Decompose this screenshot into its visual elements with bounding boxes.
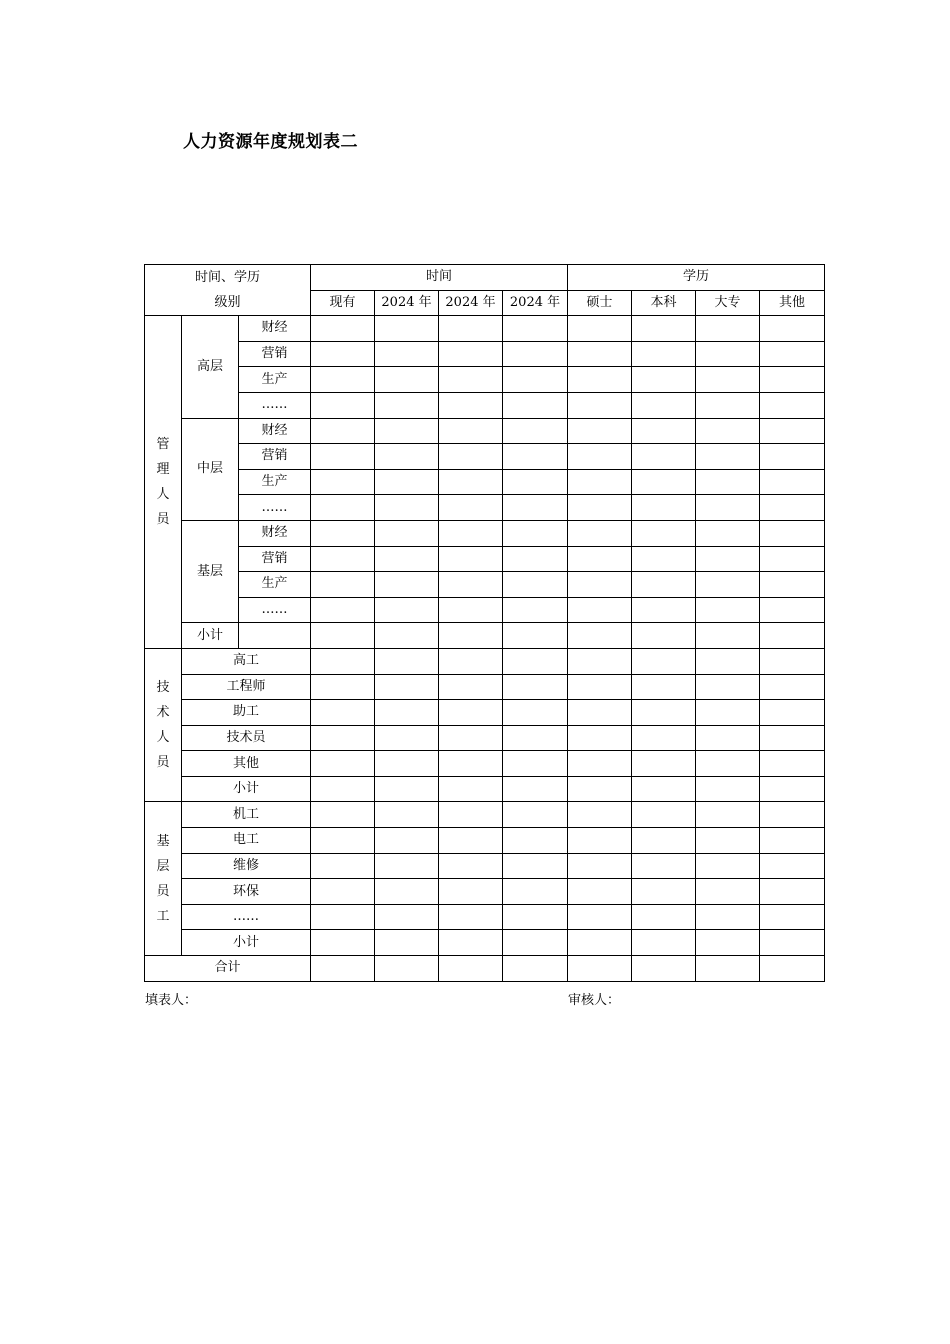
input-cell[interactable] xyxy=(632,956,696,982)
input-cell[interactable] xyxy=(439,572,503,598)
input-cell[interactable] xyxy=(696,879,760,905)
table-row xyxy=(145,495,825,521)
workers-section-label xyxy=(145,802,182,956)
input-cell[interactable] xyxy=(311,828,375,854)
input-cell[interactable] xyxy=(439,418,503,444)
input-cell[interactable] xyxy=(632,444,696,470)
input-cell[interactable] xyxy=(696,751,760,777)
input-cell[interactable] xyxy=(375,802,439,828)
table-row xyxy=(145,674,825,700)
input-cell[interactable] xyxy=(632,930,696,956)
input-cell[interactable] xyxy=(503,495,568,521)
input-cell[interactable] xyxy=(696,520,760,546)
input-cell[interactable] xyxy=(503,648,568,674)
input-cell[interactable] xyxy=(311,700,375,726)
workers-subtotal-label: 小计 xyxy=(182,930,311,956)
input-cell[interactable] xyxy=(568,597,632,623)
input-cell[interactable] xyxy=(568,853,632,879)
input-cell[interactable] xyxy=(696,700,760,726)
input-cell[interactable] xyxy=(375,341,439,367)
input-cell[interactable] xyxy=(696,597,760,623)
table-row xyxy=(145,341,825,367)
management-section-label xyxy=(145,316,182,649)
input-cell[interactable] xyxy=(760,751,825,777)
input-cell[interactable] xyxy=(375,418,439,444)
input-cell[interactable] xyxy=(439,700,503,726)
input-cell[interactable] xyxy=(696,828,760,854)
input-cell[interactable] xyxy=(375,469,439,495)
input-cell[interactable] xyxy=(503,700,568,726)
input-cell[interactable] xyxy=(696,725,760,751)
department-label: …… xyxy=(239,495,311,521)
department-label: 生产 xyxy=(239,367,311,393)
input-cell[interactable] xyxy=(760,520,825,546)
input-cell[interactable] xyxy=(568,444,632,470)
input-cell[interactable] xyxy=(311,495,375,521)
input-cell[interactable] xyxy=(375,367,439,393)
input-cell[interactable] xyxy=(439,520,503,546)
header-row-1 xyxy=(145,265,825,291)
table-row xyxy=(145,725,825,751)
input-cell[interactable] xyxy=(632,623,696,649)
input-cell[interactable] xyxy=(696,648,760,674)
input-cell[interactable] xyxy=(760,956,825,982)
job-label: 机工 xyxy=(182,802,311,828)
input-cell[interactable] xyxy=(568,623,632,649)
input-cell[interactable] xyxy=(760,700,825,726)
input-cell[interactable] xyxy=(696,904,760,930)
level-label: 中层 xyxy=(182,418,239,520)
input-cell[interactable] xyxy=(632,546,696,572)
input-cell[interactable] xyxy=(375,853,439,879)
job-label: …… xyxy=(182,904,311,930)
header-row-2 xyxy=(145,290,825,316)
input-cell[interactable] xyxy=(375,879,439,905)
technical-subtotal-label: 小计 xyxy=(182,776,311,802)
input-cell[interactable] xyxy=(632,418,696,444)
input-cell[interactable] xyxy=(760,392,825,418)
input-cell[interactable] xyxy=(696,956,760,982)
input-cell[interactable] xyxy=(696,444,760,470)
input-cell[interactable] xyxy=(760,674,825,700)
input-cell[interactable] xyxy=(632,904,696,930)
input-cell[interactable] xyxy=(311,444,375,470)
department-label: 财经 xyxy=(239,316,311,342)
job-label: 维修 xyxy=(182,853,311,879)
blank-cell xyxy=(239,623,311,649)
education-group-header: 学历 xyxy=(568,265,825,291)
input-cell[interactable] xyxy=(311,725,375,751)
time-column-header: 2024 年 xyxy=(439,290,503,316)
table-row xyxy=(145,751,825,777)
input-cell[interactable] xyxy=(311,392,375,418)
input-cell[interactable] xyxy=(311,930,375,956)
input-cell[interactable] xyxy=(503,930,568,956)
input-cell[interactable] xyxy=(439,597,503,623)
table-row xyxy=(145,469,825,495)
input-cell[interactable] xyxy=(503,520,568,546)
input-cell[interactable] xyxy=(632,495,696,521)
input-cell[interactable] xyxy=(760,444,825,470)
input-cell[interactable] xyxy=(632,341,696,367)
input-cell[interactable] xyxy=(568,469,632,495)
input-cell[interactable] xyxy=(760,776,825,802)
job-label: 电工 xyxy=(182,828,311,854)
input-cell[interactable] xyxy=(503,418,568,444)
table-row xyxy=(145,546,825,572)
subtotal-row xyxy=(145,776,825,802)
department-label: 财经 xyxy=(239,520,311,546)
input-cell[interactable] xyxy=(439,879,503,905)
table-row xyxy=(145,802,825,828)
input-cell[interactable] xyxy=(632,520,696,546)
table-row xyxy=(145,367,825,393)
input-cell[interactable] xyxy=(503,341,568,367)
title-label: 工程师 xyxy=(182,674,311,700)
input-cell[interactable] xyxy=(632,802,696,828)
level-label: 基层 xyxy=(182,520,239,622)
input-cell[interactable] xyxy=(696,572,760,598)
input-cell[interactable] xyxy=(696,316,760,342)
input-cell[interactable] xyxy=(760,367,825,393)
department-label: …… xyxy=(239,392,311,418)
input-cell[interactable] xyxy=(568,725,632,751)
input-cell[interactable] xyxy=(503,956,568,982)
filler-label: 填表人： xyxy=(145,993,198,1008)
input-cell[interactable] xyxy=(439,725,503,751)
page-title: 人力资源年度规划表二 xyxy=(183,132,358,152)
department-label: 营销 xyxy=(239,341,311,367)
input-cell[interactable] xyxy=(311,597,375,623)
input-cell[interactable] xyxy=(311,674,375,700)
input-cell[interactable] xyxy=(503,802,568,828)
input-cell[interactable] xyxy=(503,367,568,393)
subtotal-row xyxy=(145,930,825,956)
input-cell[interactable] xyxy=(568,802,632,828)
input-cell[interactable] xyxy=(503,725,568,751)
input-cell[interactable] xyxy=(439,469,503,495)
total-label: 合计 xyxy=(145,956,311,982)
input-cell[interactable] xyxy=(311,853,375,879)
input-cell[interactable] xyxy=(439,495,503,521)
title-label: 助工 xyxy=(182,700,311,726)
input-cell[interactable] xyxy=(696,802,760,828)
education-column-header: 其他 xyxy=(760,290,825,316)
input-cell[interactable] xyxy=(311,469,375,495)
input-cell[interactable] xyxy=(632,367,696,393)
vertical-label-text: 基层员工 xyxy=(156,833,170,924)
input-cell[interactable] xyxy=(568,495,632,521)
input-cell[interactable] xyxy=(632,828,696,854)
input-cell[interactable] xyxy=(375,700,439,726)
input-cell[interactable] xyxy=(568,392,632,418)
table-row xyxy=(145,648,825,674)
input-cell[interactable] xyxy=(503,444,568,470)
input-cell[interactable] xyxy=(760,546,825,572)
time-column-header: 2024 年 xyxy=(375,290,439,316)
input-cell[interactable] xyxy=(760,930,825,956)
input-cell[interactable] xyxy=(696,674,760,700)
input-cell[interactable] xyxy=(632,469,696,495)
input-cell[interactable] xyxy=(439,444,503,470)
input-cell[interactable] xyxy=(696,495,760,521)
table-row xyxy=(145,572,825,598)
input-cell[interactable] xyxy=(503,879,568,905)
input-cell[interactable] xyxy=(439,316,503,342)
input-cell[interactable] xyxy=(760,572,825,598)
input-cell[interactable] xyxy=(568,828,632,854)
table-row xyxy=(145,597,825,623)
input-cell[interactable] xyxy=(696,623,760,649)
input-cell[interactable] xyxy=(760,316,825,342)
input-cell[interactable] xyxy=(311,367,375,393)
input-cell[interactable] xyxy=(760,341,825,367)
input-cell[interactable] xyxy=(375,546,439,572)
input-cell[interactable] xyxy=(311,623,375,649)
title-label: 高工 xyxy=(182,648,311,674)
input-cell[interactable] xyxy=(632,392,696,418)
input-cell[interactable] xyxy=(760,469,825,495)
input-cell[interactable] xyxy=(311,904,375,930)
management-subtotal-label: 小计 xyxy=(182,623,239,649)
input-cell[interactable] xyxy=(439,828,503,854)
table-row xyxy=(145,879,825,905)
input-cell[interactable] xyxy=(696,341,760,367)
table-row xyxy=(145,392,825,418)
input-cell[interactable] xyxy=(568,316,632,342)
input-cell[interactable] xyxy=(503,572,568,598)
input-cell[interactable] xyxy=(568,930,632,956)
title-label: 技术员 xyxy=(182,725,311,751)
input-cell[interactable] xyxy=(760,802,825,828)
education-column-header: 大专 xyxy=(696,290,760,316)
department-label: 营销 xyxy=(239,444,311,470)
table-row xyxy=(145,418,825,444)
table-row xyxy=(145,828,825,854)
input-cell[interactable] xyxy=(311,776,375,802)
input-cell[interactable] xyxy=(439,623,503,649)
input-cell[interactable] xyxy=(632,725,696,751)
input-cell[interactable] xyxy=(439,367,503,393)
input-cell[interactable] xyxy=(375,674,439,700)
input-cell[interactable] xyxy=(568,418,632,444)
input-cell[interactable] xyxy=(375,623,439,649)
input-cell[interactable] xyxy=(311,316,375,342)
input-cell[interactable] xyxy=(311,520,375,546)
input-cell[interactable] xyxy=(439,674,503,700)
input-cell[interactable] xyxy=(375,751,439,777)
input-cell[interactable] xyxy=(311,572,375,598)
table-row xyxy=(145,316,825,342)
input-cell[interactable] xyxy=(568,751,632,777)
input-cell[interactable] xyxy=(503,392,568,418)
input-cell[interactable] xyxy=(375,930,439,956)
input-cell[interactable] xyxy=(568,367,632,393)
input-cell[interactable] xyxy=(375,956,439,982)
input-cell[interactable] xyxy=(375,392,439,418)
input-cell[interactable] xyxy=(503,828,568,854)
time-column-header: 2024 年 xyxy=(503,290,568,316)
input-cell[interactable] xyxy=(760,418,825,444)
department-label: …… xyxy=(239,597,311,623)
total-row xyxy=(145,956,825,982)
input-cell[interactable] xyxy=(760,828,825,854)
input-cell[interactable] xyxy=(375,572,439,598)
input-cell[interactable] xyxy=(503,853,568,879)
input-cell[interactable] xyxy=(375,495,439,521)
education-column-header: 本科 xyxy=(632,290,696,316)
department-label: 生产 xyxy=(239,469,311,495)
table-row xyxy=(145,444,825,470)
input-cell[interactable] xyxy=(375,776,439,802)
input-cell[interactable] xyxy=(760,597,825,623)
input-cell[interactable] xyxy=(696,367,760,393)
input-cell[interactable] xyxy=(375,316,439,342)
reviewer-label: 审核人： xyxy=(568,993,621,1008)
table-row xyxy=(145,904,825,930)
input-cell[interactable] xyxy=(568,520,632,546)
input-cell[interactable] xyxy=(503,623,568,649)
input-cell[interactable] xyxy=(632,879,696,905)
input-cell[interactable] xyxy=(375,904,439,930)
input-cell[interactable] xyxy=(760,623,825,649)
vertical-label-text: 技术人员 xyxy=(156,680,170,771)
time-group-header: 时间 xyxy=(311,265,568,291)
input-cell[interactable] xyxy=(439,930,503,956)
table-row xyxy=(145,700,825,726)
time-column-header: 现有 xyxy=(311,290,375,316)
input-cell[interactable] xyxy=(696,776,760,802)
input-cell[interactable] xyxy=(503,674,568,700)
input-cell[interactable] xyxy=(632,751,696,777)
input-cell[interactable] xyxy=(439,956,503,982)
education-column-header: 硕士 xyxy=(568,290,632,316)
input-cell[interactable] xyxy=(503,776,568,802)
input-cell[interactable] xyxy=(568,776,632,802)
input-cell[interactable] xyxy=(568,341,632,367)
input-cell[interactable] xyxy=(503,751,568,777)
department-label: 财经 xyxy=(239,418,311,444)
input-cell[interactable] xyxy=(632,853,696,879)
level-label: 高层 xyxy=(182,316,239,418)
table-row xyxy=(145,853,825,879)
input-cell[interactable] xyxy=(311,879,375,905)
vertical-label-text: 管理人员 xyxy=(156,437,170,528)
input-cell[interactable] xyxy=(439,392,503,418)
input-cell[interactable] xyxy=(311,802,375,828)
title-label: 其他 xyxy=(182,751,311,777)
department-label: 生产 xyxy=(239,572,311,598)
input-cell[interactable] xyxy=(568,700,632,726)
input-cell[interactable] xyxy=(568,648,632,674)
input-cell[interactable] xyxy=(568,904,632,930)
subtotal-row xyxy=(145,623,825,649)
table-row xyxy=(145,520,825,546)
department-label: 营销 xyxy=(239,546,311,572)
input-cell[interactable] xyxy=(503,469,568,495)
input-cell[interactable] xyxy=(632,674,696,700)
input-cell[interactable] xyxy=(311,956,375,982)
input-cell[interactable] xyxy=(760,648,825,674)
corner-top-label: 时间、学历 xyxy=(145,265,311,291)
input-cell[interactable] xyxy=(632,597,696,623)
input-cell[interactable] xyxy=(439,751,503,777)
input-cell[interactable] xyxy=(568,956,632,982)
input-cell[interactable] xyxy=(696,546,760,572)
input-cell[interactable] xyxy=(311,751,375,777)
input-cell[interactable] xyxy=(375,725,439,751)
input-cell[interactable] xyxy=(375,520,439,546)
input-cell[interactable] xyxy=(503,904,568,930)
input-cell[interactable] xyxy=(503,597,568,623)
input-cell[interactable] xyxy=(760,853,825,879)
input-cell[interactable] xyxy=(632,776,696,802)
input-cell[interactable] xyxy=(439,904,503,930)
input-cell[interactable] xyxy=(632,316,696,342)
input-cell[interactable] xyxy=(568,879,632,905)
input-cell[interactable] xyxy=(375,597,439,623)
input-cell[interactable] xyxy=(696,930,760,956)
input-cell[interactable] xyxy=(311,546,375,572)
input-cell[interactable] xyxy=(503,316,568,342)
input-cell[interactable] xyxy=(439,546,503,572)
input-cell[interactable] xyxy=(375,828,439,854)
input-cell[interactable] xyxy=(439,802,503,828)
input-cell[interactable] xyxy=(439,853,503,879)
technical-section-label xyxy=(145,648,182,802)
input-cell[interactable] xyxy=(696,392,760,418)
input-cell[interactable] xyxy=(760,725,825,751)
input-cell[interactable] xyxy=(568,546,632,572)
input-cell[interactable] xyxy=(311,341,375,367)
input-cell[interactable] xyxy=(375,648,439,674)
input-cell[interactable] xyxy=(439,341,503,367)
input-cell[interactable] xyxy=(696,469,760,495)
input-cell[interactable] xyxy=(632,700,696,726)
planning-table xyxy=(144,264,825,982)
corner-bottom-label: 级别 xyxy=(145,290,311,316)
input-cell[interactable] xyxy=(311,648,375,674)
input-cell[interactable] xyxy=(568,674,632,700)
input-cell[interactable] xyxy=(311,418,375,444)
input-cell[interactable] xyxy=(760,904,825,930)
input-cell[interactable] xyxy=(503,546,568,572)
input-cell[interactable] xyxy=(375,444,439,470)
input-cell[interactable] xyxy=(632,572,696,598)
input-cell[interactable] xyxy=(760,879,825,905)
input-cell[interactable] xyxy=(439,776,503,802)
input-cell[interactable] xyxy=(696,853,760,879)
input-cell[interactable] xyxy=(760,495,825,521)
input-cell[interactable] xyxy=(439,648,503,674)
job-label: 环保 xyxy=(182,879,311,905)
input-cell[interactable] xyxy=(632,648,696,674)
input-cell[interactable] xyxy=(696,418,760,444)
input-cell[interactable] xyxy=(568,572,632,598)
